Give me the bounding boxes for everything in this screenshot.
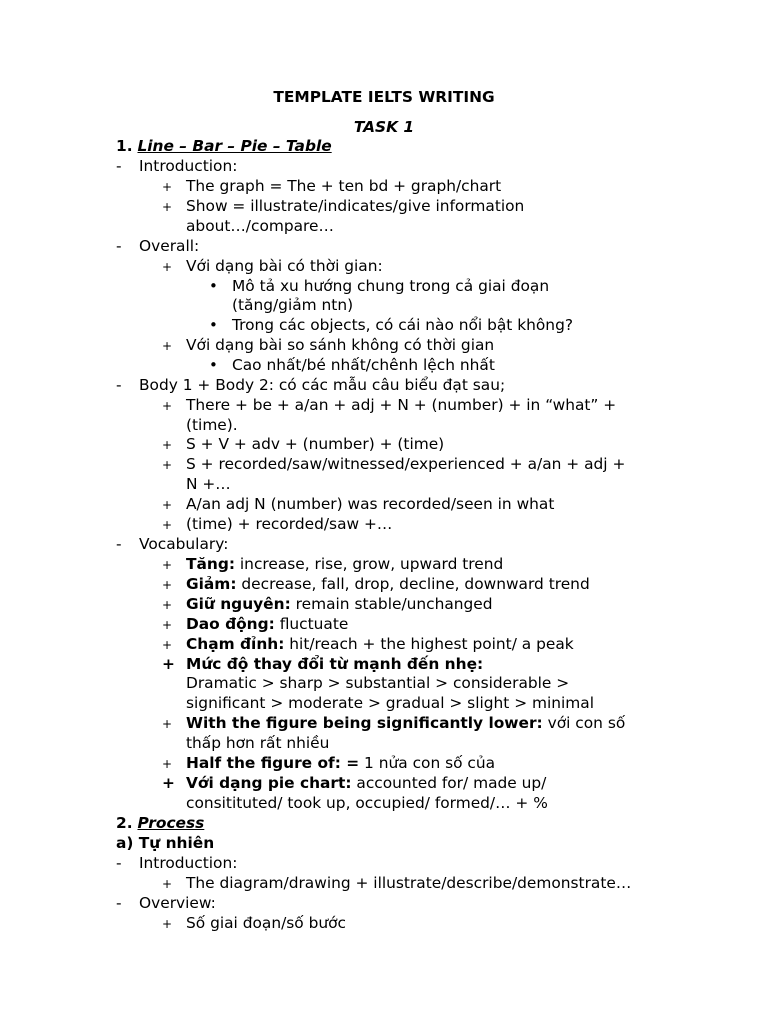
- section-2-number: 2.: [116, 814, 133, 832]
- vocab-item: [186, 594, 493, 614]
- overall-subitem: Cao nhất/bé nhất/chênh lệch nhất: [232, 356, 495, 374]
- vocab-item: [186, 773, 546, 793]
- intro-line: Show = illustrate/indicates/give information: [186, 197, 525, 215]
- body-line-cont: (time).: [186, 416, 238, 434]
- plus-marker: +: [162, 458, 173, 472]
- section-1-number: 1.: [116, 137, 133, 155]
- vocab-definition: với con số: [542, 714, 626, 732]
- vocab-item: [186, 634, 574, 654]
- vocab-item: [186, 554, 503, 574]
- intro-label: Introduction:: [139, 157, 238, 175]
- body-line: There + be + a/an + adj + N + (number) + in “what” +: [186, 396, 617, 414]
- plus-marker: +: [162, 339, 173, 353]
- intro-line-cont: about…/compare…: [186, 217, 334, 235]
- dash-marker: -: [116, 376, 122, 394]
- dash-marker: -: [116, 894, 122, 912]
- plus-marker: +: [162, 917, 173, 931]
- plus-marker: +: [162, 180, 173, 194]
- vocab-definition: 1 nửa con số của: [359, 754, 496, 772]
- vocab-definition: remain stable/unchanged: [290, 595, 493, 613]
- dash-marker: -: [116, 237, 122, 255]
- plus-marker: +: [162, 498, 173, 512]
- vocab-definition: accounted for/ made up/: [351, 774, 547, 792]
- section-2-title: Process: [137, 814, 205, 832]
- vocab-item: [186, 753, 495, 773]
- overall-subitem-cont: (tăng/giảm ntn): [232, 296, 354, 314]
- vocab-term: Tăng:: [186, 555, 236, 573]
- plus-marker: +: [162, 655, 175, 673]
- plus-marker: +: [162, 757, 173, 771]
- plus-marker: +: [162, 717, 173, 731]
- vocab-term: Chạm đỉnh:: [186, 635, 285, 653]
- overall-item: Với dạng bài có thời gian:: [186, 257, 383, 275]
- vocab-definition: fluctuate: [274, 615, 349, 633]
- section-1-heading: [116, 136, 332, 156]
- plus-marker: +: [162, 578, 173, 592]
- vocab-item: [186, 713, 625, 733]
- vocab-definition: consitituted/ took up, occupied/ formed/… + %: [186, 794, 548, 812]
- plus-marker: +: [162, 399, 173, 413]
- dash-marker: -: [116, 854, 122, 872]
- plus-marker: +: [162, 774, 175, 792]
- bullet-marker: •: [209, 316, 218, 334]
- plus-marker: +: [162, 200, 173, 214]
- body-label: Body 1 + Body 2: có các mẫu câu biểu đạt sau;: [139, 376, 506, 394]
- overall-item: Với dạng bài so sánh không có thời gian: [186, 336, 495, 354]
- vocab-definition: decrease, fall, drop, decline, downward trend: [236, 575, 590, 593]
- body-line: (time) + recorded/saw +…: [186, 515, 393, 533]
- vocab-item: [186, 574, 590, 594]
- vocab-item: [186, 614, 348, 634]
- vocab-label: Vocabulary:: [139, 535, 229, 553]
- section-2-heading: [116, 813, 204, 833]
- body-line-cont: N +…: [186, 475, 231, 493]
- vocab-definition: thấp hơn rất nhiều: [186, 734, 330, 752]
- process-intro-label: Introduction:: [139, 854, 238, 872]
- plus-marker: +: [162, 618, 173, 632]
- section-1-title: Line – Bar – Pie – Table: [137, 137, 332, 155]
- process-intro-line: The diagram/drawing + illustrate/describe/demonstrate…: [186, 874, 632, 892]
- vocab-term: With the figure being significantly lower:: [186, 714, 543, 732]
- task-heading: TASK 1: [353, 118, 415, 136]
- vocab-term: Mức độ thay đổi từ mạnh đến nhẹ:: [186, 655, 484, 673]
- bullet-marker: •: [209, 277, 218, 295]
- bullet-marker: •: [209, 356, 218, 374]
- plus-marker: +: [162, 638, 173, 652]
- vocab-term: Giảm:: [186, 575, 237, 593]
- dash-marker: -: [116, 157, 122, 175]
- overall-label: Overall:: [139, 237, 200, 255]
- intro-line: The graph = The + ten bd + graph/chart: [186, 177, 502, 195]
- vocab-definition: Dramatic > sharp > substantial > considerable >: [186, 674, 570, 692]
- plus-marker: +: [162, 260, 173, 274]
- vocab-term: Giữ nguyên:: [186, 595, 291, 613]
- plus-marker: +: [162, 558, 173, 572]
- body-line: A/an adj N (number) was recorded/seen in what: [186, 495, 555, 513]
- body-line: S + V + adv + (number) + (time): [186, 435, 445, 453]
- body-line: S + recorded/saw/witnessed/experienced + a/an + adj +: [186, 455, 626, 473]
- vocab-definition: hit/reach + the highest point/ a peak: [284, 635, 574, 653]
- vocab-definition: significant > moderate > gradual > slight > minimal: [186, 694, 594, 712]
- plus-marker: +: [162, 877, 173, 891]
- vocab-term: Dao động:: [186, 615, 275, 633]
- overall-subitem: Trong các objects, có cái nào nổi bật không?: [232, 316, 574, 334]
- plus-marker: +: [162, 598, 173, 612]
- process-overview-label: Overview:: [139, 894, 216, 912]
- subsection-heading: a) Tự nhiên: [116, 834, 215, 852]
- overall-subitem: Mô tả xu hướng chung trong cả giai đoạn: [232, 277, 550, 295]
- dash-marker: -: [116, 535, 122, 553]
- plus-marker: +: [162, 518, 173, 532]
- vocab-term: Half the figure of: =: [186, 754, 360, 772]
- plus-marker: +: [162, 438, 173, 452]
- process-overview-line: Số giai đoạn/số bước: [186, 914, 347, 932]
- vocab-definition: increase, rise, grow, upward trend: [235, 555, 504, 573]
- vocab-term: Với dạng pie chart:: [186, 774, 352, 792]
- document-title: TEMPLATE IELTS WRITING: [273, 88, 495, 106]
